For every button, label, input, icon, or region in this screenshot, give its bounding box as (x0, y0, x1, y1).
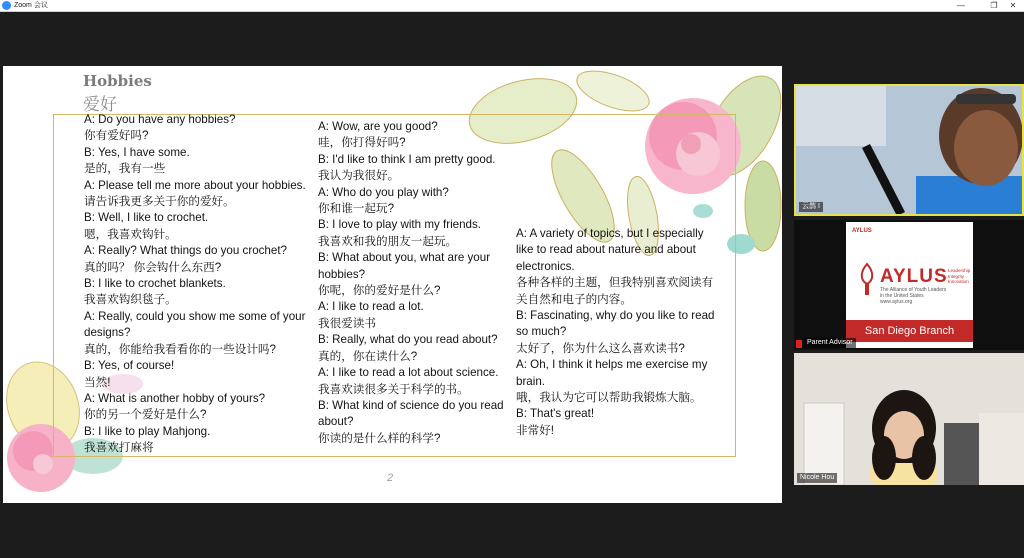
dialogue-line: B: Well, I like to crochet. (84, 211, 209, 225)
dialogue-line: B: I'd like to think I am pretty good. (318, 152, 496, 166)
dialogue-line: B: I love to play with my friends. (318, 218, 482, 232)
participant-video-tile[interactable] (794, 84, 1024, 216)
dialogue-line: A: What is another hobby of yours? (84, 391, 266, 405)
dialogue-line: B: Yes, I have some. (84, 145, 190, 159)
dialogue-line: 你呢，你的爱好是什么? (318, 284, 441, 298)
participant-video-feed (794, 353, 1024, 485)
aylus-subtitle (880, 287, 972, 305)
dialogue-line: B: Really, what do you read about? (318, 333, 498, 347)
dialogue-line: A: Please tell me more about your hobbies. (84, 178, 306, 192)
dialogue-line: 是的，我有一些 (84, 162, 166, 176)
dialogue-line: 非常好! (516, 423, 555, 437)
dialogue-line: designs? (84, 326, 131, 340)
window-title: Zoom 会议 (14, 2, 48, 9)
dialogue-line: 关自然和电子的内容。 (516, 292, 632, 306)
dialogue-line: hobbies? (318, 267, 366, 281)
dialogue-line: 你有爱好吗? (84, 129, 149, 143)
dialogue-line: like to read about nature and about (516, 243, 696, 257)
dialogue-line: 我认为我很好。 (318, 169, 400, 183)
participant-video-tile[interactable] (794, 220, 1024, 350)
dialogue-line: brain. (516, 374, 546, 388)
close-button[interactable]: ✕ (1009, 1, 1017, 10)
aylus-tagline-line: Leadership (948, 268, 971, 273)
dialogue-line: B: Yes, of course! (84, 359, 175, 373)
dialogue-line: 嗯，我喜欢钩针。 (84, 227, 177, 241)
dialogue-line: 请告诉我更多关于你的爱好。 (84, 195, 235, 209)
participant-name-label: Nicole Hou (797, 473, 837, 483)
participant-video-tile[interactable] (794, 353, 1024, 485)
aylus-tagline-line: Integrity (948, 273, 965, 279)
aylus-subtitle-line: in the United States (880, 293, 924, 299)
zoom-title-bar (0, 0, 1024, 12)
aylus-subtitle-line: The Alliance of Youth Leaders (880, 287, 947, 293)
dialogue-line: about? (318, 415, 354, 429)
dialogue-line: 我很爱读书 (318, 316, 376, 330)
minimize-button[interactable]: — (957, 1, 965, 10)
dialogue-line: B: I like to play Mahjong. (84, 424, 211, 438)
dialogue-line: 当然! (84, 375, 111, 389)
dialogue-line: 你和谁一起玩? (318, 202, 395, 216)
dialogue-line: electronics. (516, 259, 575, 273)
aylus-virtual-background (846, 222, 973, 348)
dialogue-line: B: What about you, what are your (318, 251, 491, 265)
dialogue-line: 真的吗？ 你会钩什么东西? (84, 260, 222, 274)
dialogue-line: 真的，你能给我看看你的一些设计吗? (84, 342, 276, 356)
dialogue-line: 太好了，你为什么这么喜欢读书? (516, 341, 685, 355)
shared-slide (3, 66, 782, 503)
aylus-tagline (948, 268, 970, 285)
dialogue-line: B: I like to crochet blankets. (84, 277, 226, 291)
dialogue-column-3 (516, 226, 728, 439)
dialogue-line: A: Oh, I think it helps me exercise my (516, 358, 708, 372)
participant-name-label: 云鹊 I (799, 202, 823, 212)
slide-title-chinese: 爱好 (83, 95, 117, 114)
dialogue-line: 我喜欢读很多关于科学的书。 (318, 382, 469, 396)
dialogue-column-2 (318, 119, 514, 447)
zoom-app-icon (2, 1, 11, 10)
dialogue-line: A: Really, could you show me some of your (84, 309, 306, 323)
slide-title-english: Hobbies (83, 72, 152, 90)
dialogue-line: A: Who do you play with? (318, 185, 449, 199)
dialogue-line: 哇，你打得好吗? (318, 136, 406, 150)
dialogue-line: A: I like to read a lot. (318, 300, 424, 314)
maximize-button[interactable]: ❐ (990, 1, 998, 10)
dialogue-column-1 (84, 112, 316, 457)
dialogue-line: 真的，你在读什么? (318, 349, 418, 363)
aylus-subtitle-line: www.aylus.org (880, 299, 913, 305)
dialogue-line: 你读的是什么样的科学? (318, 431, 441, 445)
dialogue-line: 我喜欢钩织毯子。 (84, 293, 177, 307)
dialogue-line: A: A variety of topics, but I especially (516, 227, 704, 240)
dialogue-line: B: What kind of science do you read (318, 398, 504, 412)
dialogue-line: B: Fascinating, why do you like to read (516, 309, 715, 323)
slide-page-number: 2 (387, 472, 394, 484)
dialogue-line: B: That's great! (516, 407, 595, 421)
aylus-small-logo: AYLUS (852, 228, 872, 234)
dialogue-line: A: I like to read a lot about science. (318, 366, 499, 380)
dialogue-line: 我喜欢和我的朋友一起玩。 (318, 234, 458, 248)
dialogue-line: 各种各样的主题，但我特别喜欢阅读有 (516, 276, 714, 290)
muted-mic-icon (796, 340, 802, 348)
participant-video-feed (796, 86, 1022, 214)
dialogue-line: A: Really? What things do you crochet? (84, 244, 287, 258)
torch-logo-icon (856, 262, 878, 296)
aylus-tagline-line: Innovation (948, 279, 969, 284)
dialogue-line: 哦，我认为它可以帮助我锻炼大脑。 (516, 391, 702, 405)
participant-name-label: Parent Advisor (804, 338, 856, 348)
dialogue-line: 我喜欢打麻将 (84, 441, 154, 455)
dialogue-line: 你的另一个爱好是什么? (84, 408, 207, 422)
aylus-wordmark: AYLUS (880, 266, 948, 287)
dialogue-line: A: Wow, are you good? (318, 120, 438, 133)
aylus-branch-band: San Diego Branch (846, 320, 973, 342)
dialogue-line: so much? (516, 325, 567, 339)
dialogue-line: A: Do you have any hobbies? (84, 113, 236, 126)
